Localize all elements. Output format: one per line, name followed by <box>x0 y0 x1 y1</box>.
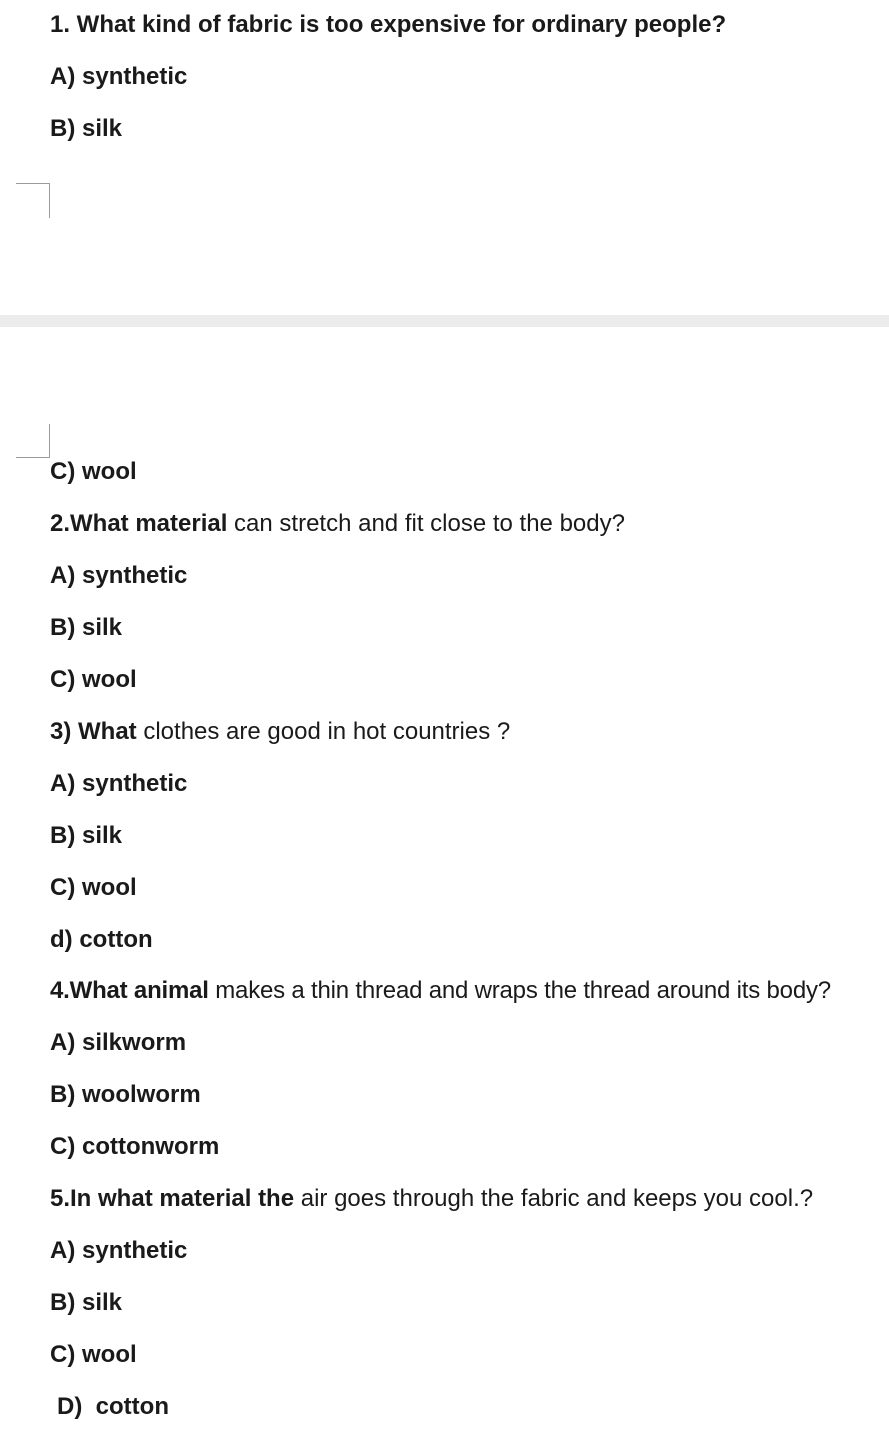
answer-option: C) wool <box>50 1341 137 1368</box>
answer-option: C) wool <box>50 458 137 485</box>
answer-option: B) silk <box>50 115 123 142</box>
answer-option: A) synthetic <box>50 770 188 797</box>
margin-corner-mark <box>49 424 50 457</box>
answer-option: A) synthetic <box>50 1237 188 1264</box>
question-5 <box>50 1185 813 1213</box>
question-3-bold: 3) What <box>50 718 137 745</box>
question-3-rest: clothes are good in hot countries ? <box>136 718 511 745</box>
document-page-1 <box>0 0 889 315</box>
answer-option: D) cotton <box>57 1393 169 1420</box>
answer-option: B) woolworm <box>50 1081 201 1108</box>
answer-option: C) wool <box>50 874 137 901</box>
question-2 <box>50 510 625 538</box>
page-break-gap <box>0 315 889 327</box>
question-4-bold: 4.What animal <box>50 977 209 1004</box>
question-2-rest: can stretch and fit close to the body? <box>227 510 625 537</box>
answer-option: d) cotton <box>50 926 153 953</box>
question-4-rest: makes a thin thread and wraps the thread around its body? <box>208 977 831 1004</box>
answer-option: C) cottonworm <box>50 1133 220 1160</box>
answer-option: A) silkworm <box>50 1029 187 1056</box>
question-4 <box>50 977 831 1005</box>
question-1: 1. What kind of fabric is too expensive for ordinary people? <box>50 11 727 38</box>
answer-option: A) synthetic <box>50 63 188 90</box>
question-5-rest: air goes through the fabric and keeps you cool.? <box>294 1185 814 1212</box>
question-2-bold: 2.What material <box>50 510 228 537</box>
question-3 <box>50 718 510 746</box>
answer-option: C) wool <box>50 666 137 693</box>
answer-option: B) silk <box>50 1289 123 1316</box>
answer-option: B) silk <box>50 614 123 641</box>
margin-corner-mark <box>49 183 50 218</box>
margin-corner-mark <box>16 457 50 458</box>
answer-option: A) synthetic <box>50 562 188 589</box>
margin-corner-mark <box>16 183 50 184</box>
question-5-bold: 5.In what material the <box>50 1185 295 1212</box>
answer-option: B) silk <box>50 822 123 849</box>
